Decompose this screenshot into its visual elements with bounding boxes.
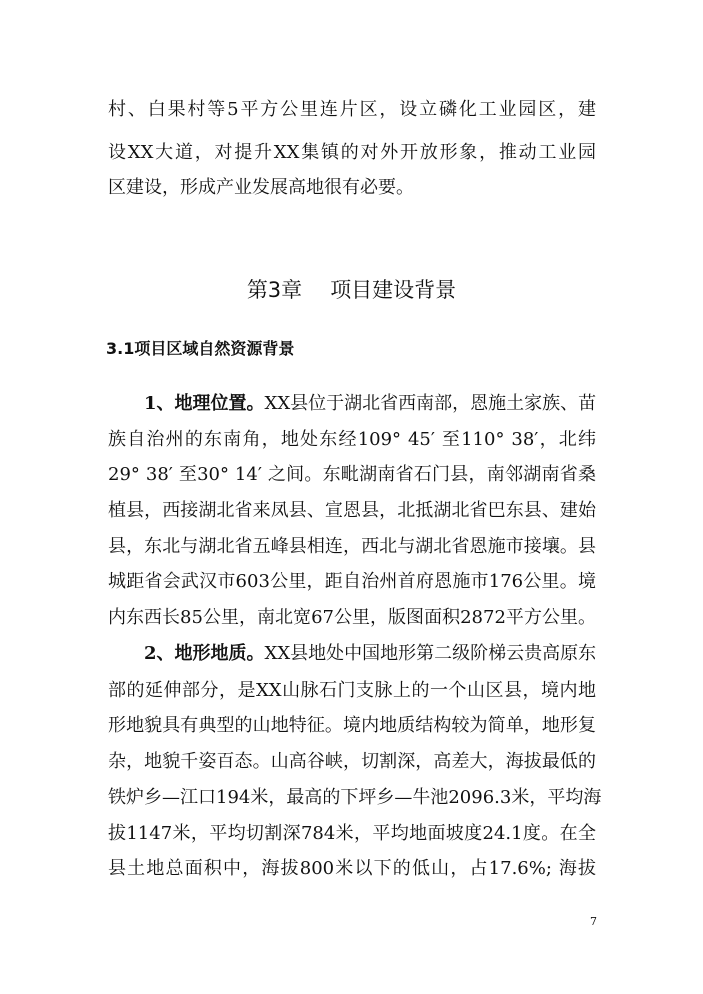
section-title: 3.1项目区域自然资源背景 <box>106 339 295 358</box>
paragraph2-line-5: 铁炉乡—江口194米，最高的下坪乡—牛池2096.3米，平均海 <box>108 787 602 808</box>
top-paragraph-line-3: 区建设，形成产业发展高地很有必要。 <box>108 177 414 198</box>
top-paragraph-line-1: 村、白果村等5平方公里连片区，设立磷化工业园区，建 <box>108 99 596 120</box>
chapter-heading <box>0 276 703 304</box>
chapter-number: 第3章 <box>246 278 303 302</box>
paragraph1-line-4: 植县，西接湖北省来凤县、宣恩县，北抵湖北省巴东县、建始 <box>108 500 596 521</box>
paragraph1-line-3: 29° 38′ 至30° 14′ 之间。东毗湖南省石门县，南邻湖南省桑 <box>108 464 596 485</box>
paragraph2-line-1-text: XX县地处中国地形第二级阶梯云贵高原东 <box>264 643 597 664</box>
paragraph1-line-6: 城距省会武汉市603公里，距自治州首府恩施市176公里。境 <box>108 571 596 592</box>
chapter-title: 项目建设背景 <box>330 278 457 302</box>
paragraph1-line-1-text: XX县位于湖北省西南部，恩施土家族、苗 <box>264 393 597 414</box>
paragraph1-line-7: 内东西长85公里，南北宽67公里，版图面积2872平方公里。 <box>108 607 596 628</box>
paragraph1-heading: 1、地理位置。 <box>144 393 265 414</box>
paragraph1-line-1 <box>144 392 596 416</box>
paragraph2-heading: 2、地形地质。 <box>144 643 265 664</box>
paragraph2-line-4: 杂，地貌千姿百态。山高谷峡，切割深，高差大，海拔最低的 <box>108 751 596 772</box>
paragraph2-line-3: 形地貌具有典型的山地特征。境内地质结构较为简单，地形复 <box>108 715 596 736</box>
page-number: 7 <box>590 915 597 928</box>
paragraph1-line-2: 族自治州的东南角，地处东经109° 45′ 至110° 38′，北纬 <box>108 429 596 450</box>
paragraph2-line-2: 部的延伸部分，是XX山脉石门支脉上的一个山区县，境内地 <box>108 680 596 701</box>
paragraph1-line-5: 县，东北与湖北省五峰县相连，西北与湖北省恩施市接壤。县 <box>108 536 596 557</box>
paragraph2-line-6: 拔1147米，平均切割深784米，平均地面坡度24.1度。在全 <box>108 823 596 844</box>
top-paragraph-line-2: 设XX大道，对提升XX集镇的对外开放形象，推动工业园 <box>108 142 596 163</box>
paragraph2-line-7: 县土地总面积中，海拔800米以下的低山，占17.6%; 海拔 <box>108 858 596 879</box>
paragraph2-line-1 <box>144 642 596 666</box>
